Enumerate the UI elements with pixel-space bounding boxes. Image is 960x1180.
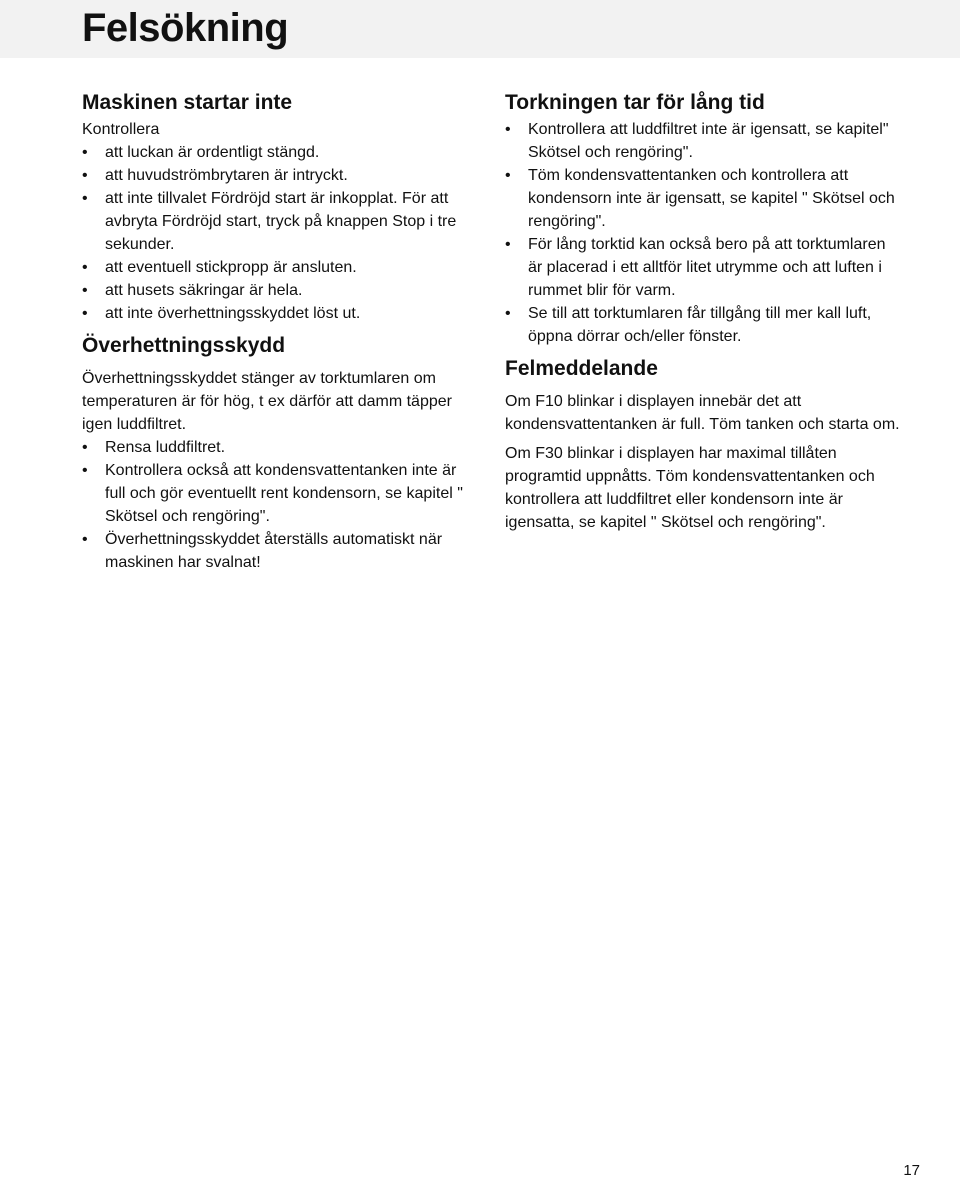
- checklist: [505, 118, 900, 348]
- list-item: • Rensa luddfiltret.: [82, 436, 477, 459]
- section-drying-takes-long: [505, 88, 900, 348]
- section-heading: Överhettningsskydd: [82, 334, 286, 357]
- list-item: • att eventuell stickpropp är ansluten.: [82, 256, 477, 279]
- list-item: • Kontrollera också att kondensvattentanken inte är full och gör eventuellt rent kondensorn, se kapitel " Skötsel och rengöring".: [82, 459, 477, 528]
- error-paragraph-f10: Om F10 blinkar i displayen innebär det att kondensvattentanken är full. Töm tanken och starta om.: [505, 393, 900, 433]
- list-item: • att luckan är ordentligt stängd.: [82, 141, 477, 164]
- checklist: [82, 436, 477, 574]
- section-error-messages: [505, 354, 900, 534]
- section-overheat-protection: [82, 331, 477, 574]
- error-paragraph-f30: Om F30 blinkar i displayen har maximal tillåten programtid uppnåtts. Töm kondensvattentanken och kontrollera att luddfiltret eller kondensorn inte är igensatta, se kapitel " Skötsel och rengöring".: [505, 445, 875, 531]
- checklist: [82, 141, 477, 325]
- section-intro: Kontrollera: [82, 121, 160, 138]
- list-item: • att inte tillvalet Fördröjd start är inkopplat. För att avbryta Fördröjd start, tryck på knappen Stop i tre sekunder.: [82, 187, 477, 256]
- page-number: 17: [903, 1162, 920, 1179]
- section-heading: Maskinen startar inte: [82, 91, 293, 114]
- list-item: • Överhettningsskyddet återställs automatiskt när maskinen har svalnat!: [82, 528, 477, 574]
- right-column: [505, 88, 900, 534]
- left-column: [82, 88, 477, 574]
- list-item: • att huvudströmbrytaren är intryckt.: [82, 164, 477, 187]
- section-intro: Överhettningsskyddet stänger av torktumlaren om temperaturen är för hög, t ex därför att damm täpper igen luddfiltret.: [82, 370, 452, 433]
- list-item: • För lång torktid kan också bero på att torktumlaren är placerad i ett alltför litet utrymme och att luften i rummet blir för varm.: [505, 233, 900, 302]
- list-item: • att inte överhettningsskyddet löst ut.: [82, 302, 477, 325]
- list-item: • Se till att torktumlaren får tillgång till mer kall luft, öppna dörrar och/eller fönster.: [505, 302, 900, 348]
- page-title: Felsökning: [82, 6, 289, 50]
- list-item: • Kontrollera att luddfiltret inte är igensatt, se kapitel" Skötsel och rengöring".: [505, 118, 900, 164]
- list-item: • att husets säkringar är hela.: [82, 279, 477, 302]
- section-machine-wont-start: [82, 88, 477, 325]
- section-heading: Torkningen tar för lång tid: [505, 91, 765, 114]
- list-item: • Töm kondensvattentanken och kontrollera att kondensorn inte är igensatt, se kapitel " Skötsel och rengöring".: [505, 164, 900, 233]
- section-heading: Felmeddelande: [505, 357, 658, 380]
